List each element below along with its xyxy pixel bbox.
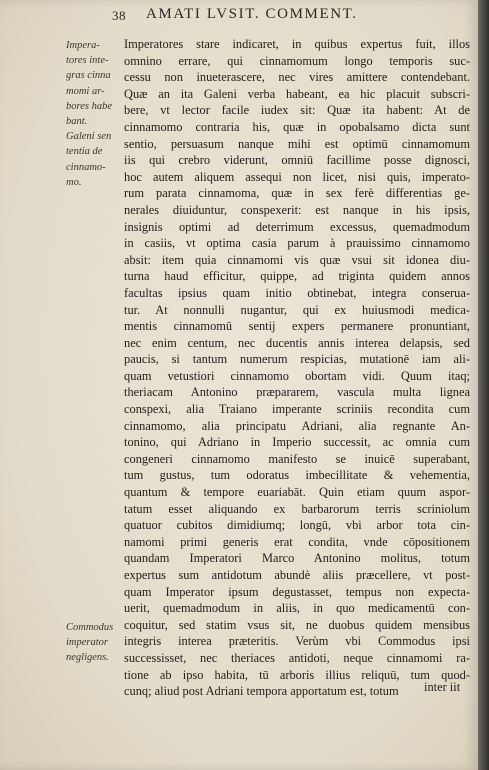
margin-note-line: cinnamo- bbox=[66, 161, 106, 173]
text-line: cinnamomo contraria his, quæ in opobalsamo dicta sunt bbox=[124, 119, 470, 134]
text-line: rum parata cinnamoma, quæ in sex ferè differentias ge- bbox=[124, 186, 470, 201]
text-line: congeneri cinnamomo manifesto se inuicē superabant, bbox=[124, 451, 470, 466]
text-line: cinnamomo, alia principatu Adriani, alia regnante An- bbox=[124, 418, 470, 433]
text-line: quam vetustiori cinnamomo obortam vidi. Quum itaq; bbox=[124, 368, 470, 383]
text-line: cessu non inueterascere, nec vires amittere contendebant. bbox=[124, 70, 470, 85]
text-line: in casiis, vt optima casia parum à prauissimo cinnamomo bbox=[124, 236, 470, 251]
margin-notes bbox=[66, 38, 124, 664]
text-line: cunq; aliud post Adriani tempora apportatum est, totum bbox=[124, 684, 399, 699]
text-line: theriacam Antonino præpararem, vascula multa lignea bbox=[124, 385, 470, 400]
text-line: quam Imperator ipsum degustasset, tempus non expecta- bbox=[124, 584, 470, 599]
text-line: quatuor cubitos dimidiumq; longū, vbi arbor tota cin- bbox=[124, 518, 470, 533]
text-line: integris interea præteritis. Verùm vbi Commodus ipsi bbox=[124, 634, 470, 649]
margin-note-line: gras cinna bbox=[66, 70, 111, 82]
text-line: insignis optimi ad deterrimum excessus, quemadmodum bbox=[124, 219, 470, 234]
text-line: omnino errare, qui cinnamomum longo temporis suc- bbox=[124, 53, 470, 68]
margin-note-1 bbox=[66, 38, 124, 190]
text-line: expertus sum antidotum abundè aliis præcellere, vt post- bbox=[124, 568, 470, 582]
text-line: Imperatores stare indicaret, in quibus expertus fuit, illos bbox=[124, 37, 470, 51]
text-line: hoc autem aliquem assequi non licet, nisi quis, imperato- bbox=[124, 169, 470, 184]
text-line: tione ab ipso habita, tū arboris illius reliquū, tum quod- bbox=[124, 667, 470, 682]
text-line: successisset, nec theriaces antidoti, neque cinnamomi ra- bbox=[124, 650, 470, 665]
page-edge bbox=[478, 0, 489, 770]
text-line: tur. At nonnulli nugantur, qui ex huiusmodi medica- bbox=[124, 302, 470, 317]
text-line: coquitur, sed statim vsus sit, ne duobus quidem mensibus bbox=[124, 617, 470, 632]
margin-note-line: negligens. bbox=[66, 652, 109, 664]
margin-note-line: momi ar- bbox=[66, 85, 105, 97]
margin-note-line: imperator bbox=[66, 637, 108, 649]
margin-note-line: tentia de bbox=[66, 146, 103, 158]
margin-note-line: tores inte- bbox=[66, 55, 109, 67]
margin-note-line: Impera- bbox=[66, 40, 100, 51]
text-line: Quæ an ita Galeni verba habeant, ea hic placuit subscri- bbox=[124, 86, 470, 101]
text-line: facultas ipsius quam initio obtinebat, integra conserua- bbox=[124, 285, 470, 300]
page-number: 38 bbox=[112, 8, 126, 23]
text-line: bere, vt lector facile iudex sit: Quæ ita habent: At de bbox=[124, 103, 470, 118]
text-line: mentis cinnamomū sentij expers permanere pronuntiant, bbox=[124, 319, 470, 334]
text-line: paucis, si tantum numerum respicias, mutationē iam ali- bbox=[124, 352, 470, 367]
text-line: conspexi, alia Traiano imperante scriniis recondita cum bbox=[124, 402, 470, 417]
margin-note-line: Galeni sen bbox=[66, 131, 112, 143]
text-line: nec enim centum, nec ducentis annis interea delapsis, sed bbox=[124, 335, 470, 350]
text-line: iis qui crebro viderunt, omniū facillime posse dignosci, bbox=[124, 153, 470, 168]
text-line: nerales diuiduntur, conspexerit: est nanque in his ipsis, bbox=[124, 202, 470, 217]
text-line: absit: item quia cinnamomi vis quæ vsui sit idonea diu- bbox=[124, 252, 470, 267]
running-head: AMATI LVSIT. COMMENT. bbox=[146, 6, 358, 22]
text-line: uerit, quemadmodum in aliis, in quo medicamentū con- bbox=[124, 601, 470, 616]
margin-note-line: Commodus bbox=[66, 622, 114, 633]
margin-note-line: bant. bbox=[66, 116, 88, 128]
text-line: sentio, persuasum nanque mihi est optimū cinnamomum bbox=[124, 136, 470, 151]
text-line: turna haud efficitur, quippe, ad triginta quidem annos bbox=[124, 269, 470, 284]
catchword: inter iit bbox=[424, 680, 461, 694]
text-line: tatum esset aliquando ex barbarorum terris scriniolum bbox=[124, 501, 470, 516]
margin-note-2 bbox=[66, 620, 113, 666]
margin-note-line: mo. bbox=[66, 176, 82, 188]
body-text bbox=[124, 36, 470, 700]
margin-note-line: bores habe bbox=[66, 100, 112, 112]
page-header bbox=[0, 6, 478, 28]
text-line: quandam Imperatori Marco Antonino molitus, totum bbox=[124, 551, 470, 566]
text-line: tum gustus, tum odoratus imbecillitate & vehementia, bbox=[124, 468, 470, 483]
text-line: quantum & tempore euariabāt. Quin etiam quum aspor- bbox=[124, 485, 470, 500]
text-line: tonino, qui Adriano in Imperio successit, ac omnia cum bbox=[124, 435, 470, 450]
text-line: namomi primi generis erat condita, vnde cōpositionem bbox=[124, 534, 470, 549]
